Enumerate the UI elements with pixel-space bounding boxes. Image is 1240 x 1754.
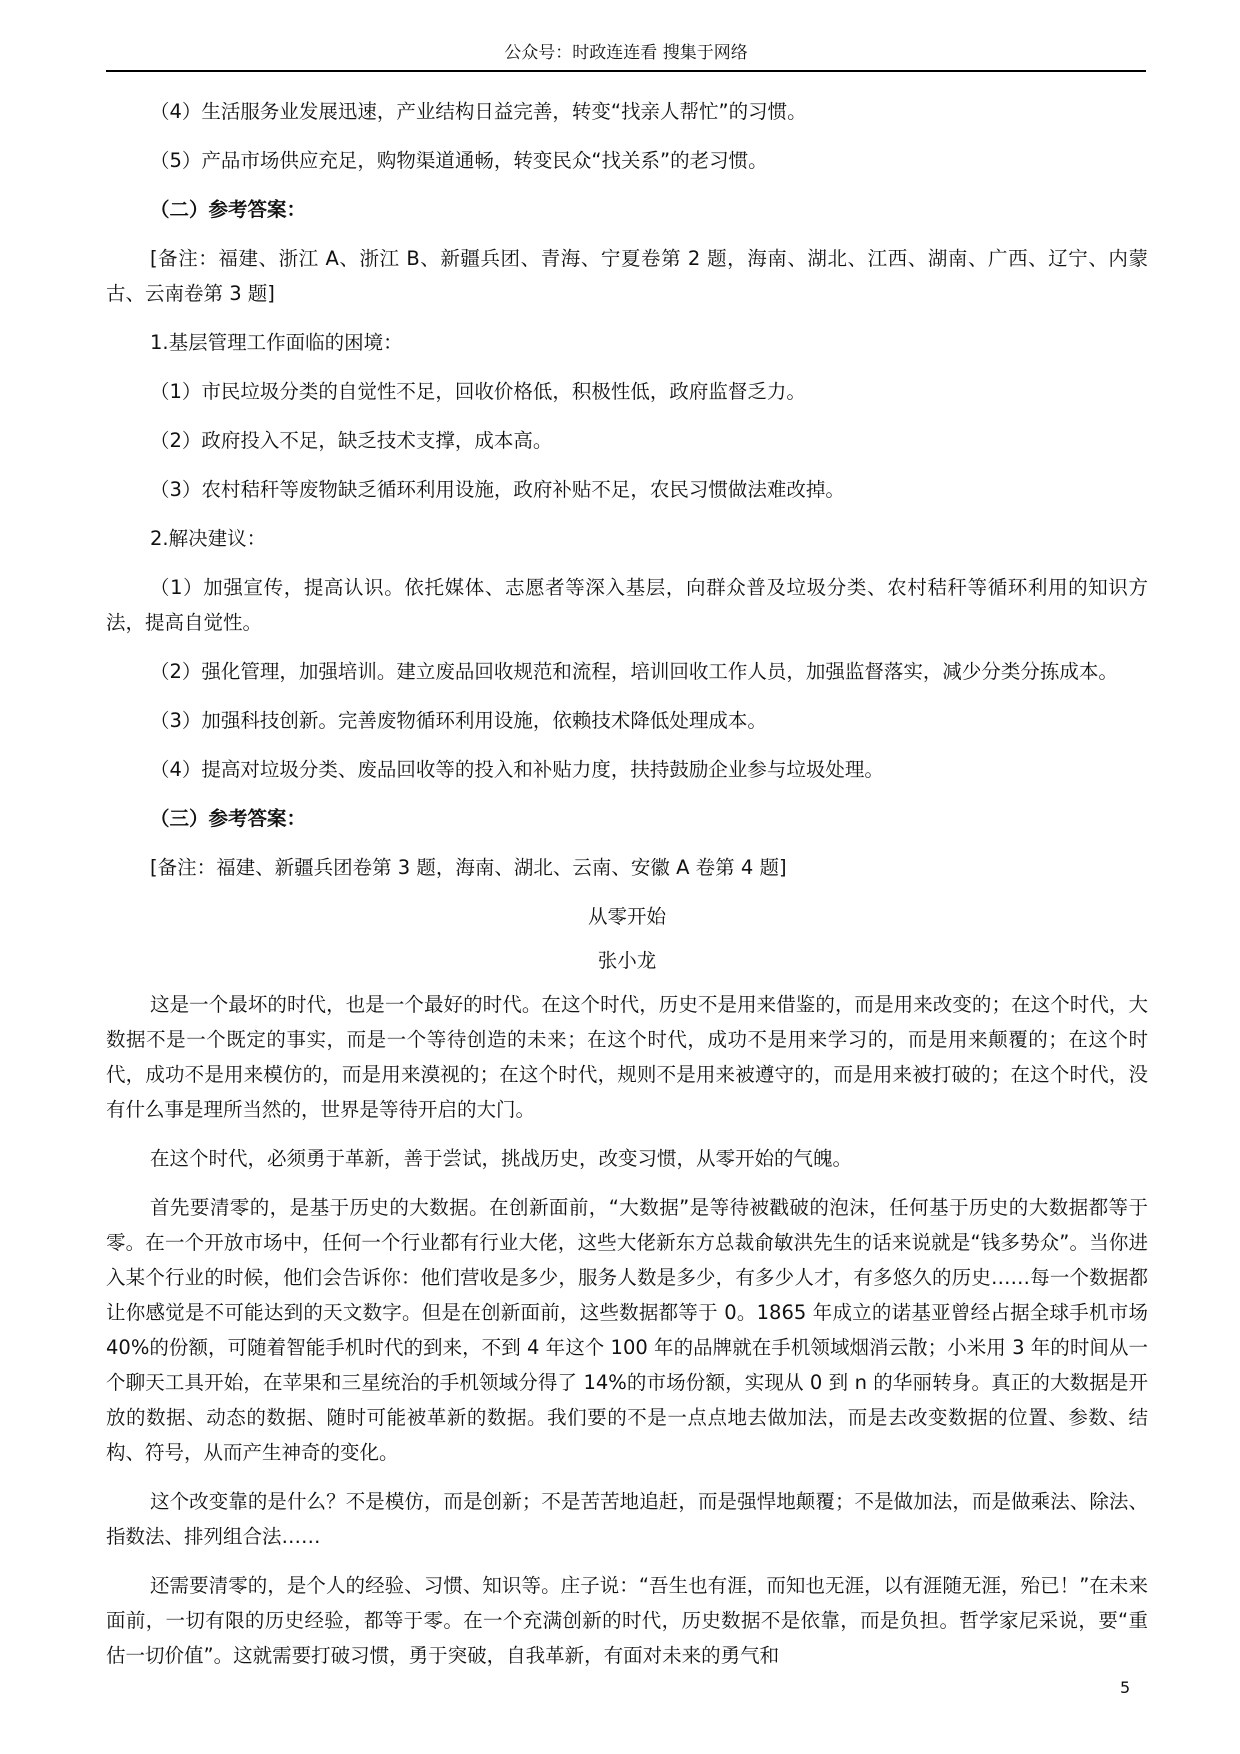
paragraph: （4）生活服务业发展迅速，产业结构日益完善，转变“找亲人帮忙”的习惯。 — [150, 100, 807, 123]
page-number: 5 — [1120, 1678, 1131, 1697]
paragraph: （4）提高对垃圾分类、废品回收等的投入和补贴力度，扶持鼓励企业参与垃圾处理。 — [150, 758, 884, 781]
document-body — [106, 94, 1148, 1687]
subheading: 2.解决建议： — [150, 527, 267, 550]
essay-author: 张小龙 — [597, 949, 657, 972]
paragraph: （5）产品市场供应充足，购物渠道通畅，转变民众“找关系”的老习惯。 — [150, 149, 768, 172]
essay-title: 从零开始 — [587, 905, 666, 928]
paragraph: 还需要清零的，是个人的经验、习惯、知识等。庄子说：“吾生也有涯，而知也无涯，以有涯随无涯，殆已！”在未来面前，一切有限的历史经验，都等于零。在一个充满创新的时代，历史数据不是依靠，而是负担。哲学家尼采说，要“重估一切价值”。这就需要打破习惯，勇于突破，自我革新，有面对未来的勇气和 — [106, 1574, 1148, 1667]
subheading: 1.基层管理工作面临的困境： — [150, 331, 403, 354]
paragraph: （1）市民垃圾分类的自觉性不足，回收价格低，积极性低，政府监督乏力。 — [150, 380, 806, 403]
paragraph: （2）政府投入不足，缺乏技术支撑，成本高。 — [150, 429, 553, 452]
note: [备注：福建、新疆兵团卷第 3 题，海南、湖北、云南、安徽 A 卷第 4 题] — [150, 856, 787, 879]
paragraph: 这个改变靠的是什么？不是模仿，而是创新；不是苦苦地追赶，而是强悍地颠覆；不是做加法，而是做乘法、除法、指数法、排列组合法…… — [106, 1490, 1148, 1548]
paragraph: （2）强化管理，加强培训。建立废品回收规范和流程，培训回收工作人员，加强监督落实，减少分类分拣成本。 — [150, 660, 1118, 683]
note: [备注：福建、浙江 A、浙江 B、新疆兵团、青海、宁夏卷第 2 题，海南、湖北、江西、湖南、广西、辽宁、内蒙古、云南卷第 3 题] — [106, 247, 1148, 305]
paragraph: （3）农村秸秆等废物缺乏循环利用设施，政府补贴不足，农民习惯做法难改掉。 — [150, 478, 845, 501]
section-heading: （三）参考答案： — [150, 807, 307, 830]
paragraph: （1）加强宣传，提高认识。依托媒体、志愿者等深入基层，向群众普及垃圾分类、农村秸秆等循环利用的知识方法，提高自觉性。 — [106, 576, 1148, 634]
paragraph: 这是一个最坏的时代，也是一个最好的时代。在这个时代，历史不是用来借鉴的，而是用来改变的；在这个时代，大数据不是一个既定的事实，而是一个等待创造的未来；在这个时代，成功不是用来学习的，而是用来颠覆的；在这个时代，成功不是用来模仿的，而是用来漠视的；在这个时代，规则不是用来被遵守的，而是用来被打破的；在这个时代，没有什么事是理所当然的，世界是等待开启的大门。 — [106, 993, 1148, 1121]
paragraph: 在这个时代，必须勇于革新，善于尝试，挑战历史，改变习惯，从零开始的气魄。 — [150, 1147, 853, 1170]
paragraph: 首先要清零的，是基于历史的大数据。在创新面前，“大数据”是等待被戳破的泡沫，任何基于历史的大数据都等于零。在一个开放市场中，任何一个行业都有行业大佬，这些大佬新东方总裁俞敏洪先生的话来说就是“钱多势众”。当你进入某个行业的时候，他们会告诉你：他们营收是多少，服务人数是多少，有多少人才，有多悠久的历史……每一个数据都让你感觉是不可能达到的天文数字。但是在创新面前，这些数据都等于 0。1865 年成立的诺基亚曾经占据全球手机市场 40%的份额，可随着智能手机时代的到来，不到 4 年这个 100 年的品牌就在手机领域烟消云散；小米用 3 年的时间从一个聊天工具开始，在苹果和三星统治的手机领域分得了 14%的市场份额，实现从 0 到 n 的华丽转身。真正的大数据是开放的数据、动态的数据、随时可能被革新的数据。我们要的不是一点点地去做加法，而是去改变数据的位置、参数、结构、符号，从而产生神奇的变化。 — [106, 1196, 1148, 1464]
page-header: 公众号：时政连连看 搜集于网络 — [106, 40, 1146, 72]
section-heading: （二）参考答案： — [150, 198, 307, 221]
paragraph: （3）加强科技创新。完善废物循环利用设施，依赖技术降低处理成本。 — [150, 709, 767, 732]
